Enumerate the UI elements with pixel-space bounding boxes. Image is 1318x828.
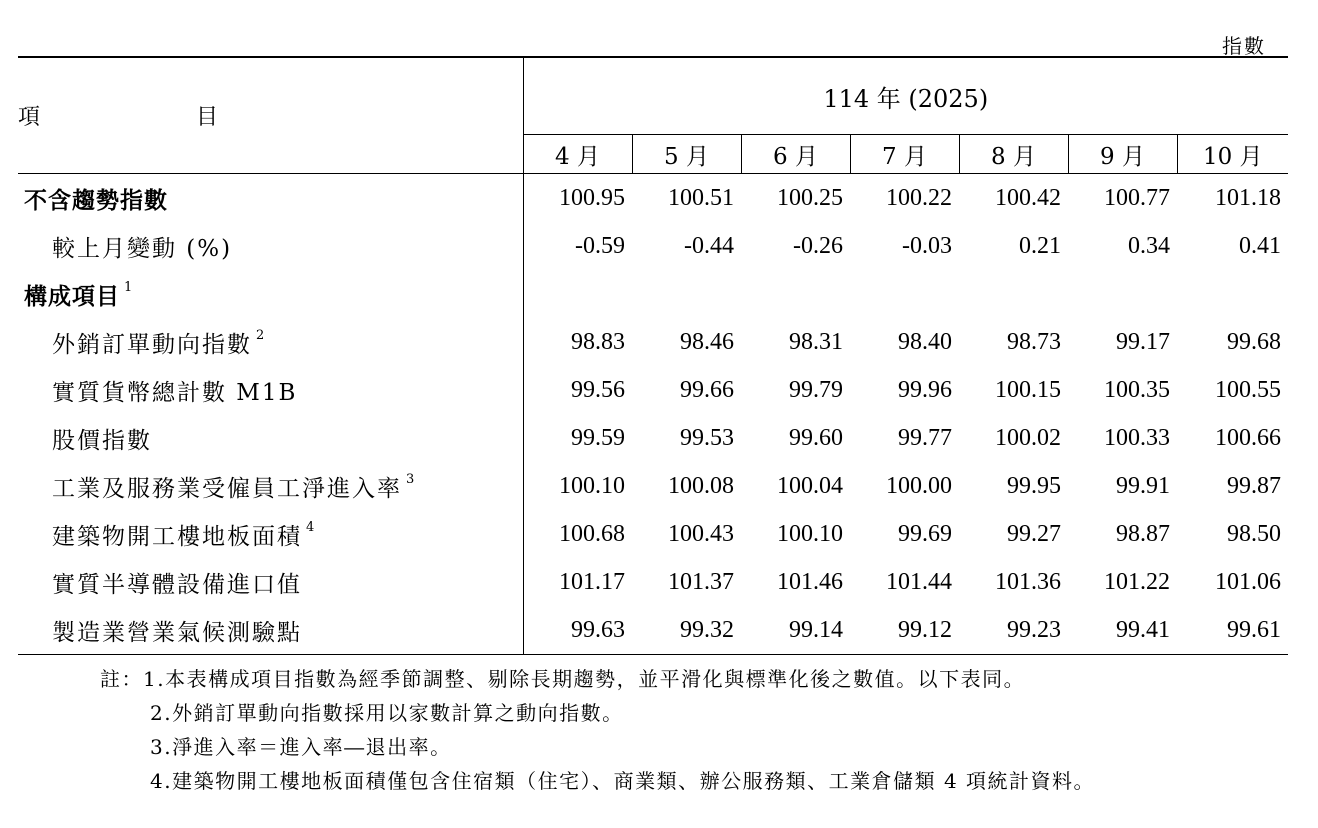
value-cell: 98.31 — [789, 328, 843, 355]
value-cell — [1177, 270, 1288, 318]
item-header-char1: 項 — [18, 105, 41, 130]
table-row — [18, 606, 1288, 655]
value-cell: 99.95 — [1007, 472, 1061, 499]
row-label — [18, 510, 523, 558]
value-cell: 100.35 — [1104, 376, 1170, 403]
month-header: 4 月 — [523, 135, 632, 174]
value-cell: 99.32 — [632, 606, 741, 655]
value-cell: 100.33 — [1104, 424, 1170, 451]
unit-label: 指數 — [1222, 34, 1266, 58]
value-cell — [741, 270, 850, 318]
value-cell: 100.77 — [1104, 184, 1170, 211]
value-cell: 101.46 — [777, 568, 843, 595]
value-cell: 99.23 — [959, 606, 1068, 655]
value-cell: 98.46 — [680, 328, 734, 355]
value-cell: 101.18 — [1215, 184, 1281, 211]
table-row — [18, 222, 1288, 270]
row-label-text: 製造業營業氣候測驗點 — [52, 619, 302, 646]
row-label-text: 股價指數 — [52, 427, 152, 454]
value-cell — [523, 270, 632, 318]
row-label-text: 外銷訂單動向指數 — [52, 331, 252, 358]
row-label — [18, 174, 523, 223]
value-cell: 101.22 — [1104, 568, 1170, 595]
table-row — [18, 174, 1288, 223]
row-label — [18, 462, 523, 510]
value-cell: 99.68 — [1227, 328, 1281, 355]
year-header: 114 年 (2025) — [523, 57, 1288, 135]
value-cell: 98.40 — [898, 328, 952, 355]
value-cell: 98.87 — [1116, 520, 1170, 547]
index-table — [18, 56, 1288, 655]
table-row — [18, 270, 1288, 318]
value-cell: 99.59 — [571, 424, 625, 451]
item-column-header — [18, 57, 523, 174]
value-cell: 99.61 — [1177, 606, 1288, 655]
value-cell — [632, 270, 741, 318]
footnote-marker: 2 — [256, 327, 267, 343]
month-header: 7 月 — [850, 135, 959, 174]
row-label — [18, 606, 523, 655]
row-label-text: 構成項目 — [24, 282, 120, 310]
month-header: 9 月 — [1068, 135, 1177, 174]
value-cell: -0.26 — [793, 232, 843, 259]
value-cell: 101.36 — [995, 568, 1061, 595]
value-cell: 98.50 — [1227, 520, 1281, 547]
value-cell: 99.66 — [680, 376, 734, 403]
table-row — [18, 510, 1288, 558]
value-cell: 99.56 — [571, 376, 625, 403]
footnote-marker: 1 — [124, 279, 134, 295]
value-cell: 101.44 — [886, 568, 952, 595]
value-cell: 99.41 — [1068, 606, 1177, 655]
value-cell: 101.06 — [1215, 568, 1281, 595]
value-cell: 100.10 — [777, 520, 843, 547]
row-label-text: 實質半導體設備進口值 — [52, 571, 302, 598]
row-label-text: 建築物開工樓地板面積 — [52, 523, 302, 550]
value-cell: 100.00 — [886, 472, 952, 499]
month-header: 6 月 — [741, 135, 850, 174]
value-cell: 100.02 — [995, 424, 1061, 451]
value-cell: 99.14 — [741, 606, 850, 655]
row-label-text: 實質貨幣總計數 M1B — [52, 379, 298, 406]
value-cell: 100.43 — [668, 520, 734, 547]
value-cell: 100.25 — [777, 184, 843, 211]
value-cell: 99.91 — [1116, 472, 1170, 499]
value-cell: 100.08 — [668, 472, 734, 499]
footnotes — [100, 662, 1095, 798]
value-cell: -0.59 — [575, 232, 625, 259]
value-cell: 100.66 — [1215, 424, 1281, 451]
footnote-marker: 4 — [306, 519, 317, 535]
value-cell: -0.03 — [902, 232, 952, 259]
table-row — [18, 318, 1288, 366]
item-header-char2: 目 — [196, 105, 219, 130]
row-label — [18, 414, 523, 462]
value-cell: 101.17 — [559, 568, 625, 595]
footnote-line: 註：1.本表構成項目指數為經季節調整、剔除長期趨勢，並平滑化與標準化後之數值。以下表同。 — [100, 667, 1026, 691]
value-cell: 0.34 — [1128, 232, 1170, 259]
value-cell — [959, 270, 1068, 318]
value-cell: 99.79 — [789, 376, 843, 403]
value-cell: 100.51 — [668, 184, 734, 211]
value-cell: 100.15 — [995, 376, 1061, 403]
footnote-line: 2.外銷訂單動向指數採用以家數計算之動向指數。 — [150, 701, 624, 725]
value-cell: 99.96 — [898, 376, 952, 403]
value-cell: 99.53 — [680, 424, 734, 451]
value-cell: 100.04 — [777, 472, 843, 499]
footnote-marker: 3 — [406, 471, 417, 487]
row-label-text: 不含趨勢指數 — [24, 186, 168, 214]
row-label — [18, 366, 523, 414]
value-cell — [850, 270, 959, 318]
value-cell: 99.87 — [1227, 472, 1281, 499]
value-cell: 99.27 — [1007, 520, 1061, 547]
row-label — [18, 318, 523, 366]
row-label-text: 較上月變動 (%) — [52, 235, 233, 262]
row-label — [18, 222, 523, 270]
value-cell: 99.63 — [523, 606, 632, 655]
value-cell: 99.12 — [850, 606, 959, 655]
value-cell: 100.10 — [559, 472, 625, 499]
month-header: 5 月 — [632, 135, 741, 174]
value-cell: 100.22 — [886, 184, 952, 211]
value-cell: 101.37 — [668, 568, 734, 595]
row-label-text: 工業及服務業受僱員工淨進入率 — [52, 475, 402, 502]
value-cell: 100.68 — [559, 520, 625, 547]
footnote-line: 4.建築物開工樓地板面積僅包含住宿類（住宅）、商業類、辦公服務類、工業倉儲類 4 項統計資料。 — [150, 769, 1096, 793]
month-header: 10 月 — [1177, 135, 1288, 174]
value-cell: 0.21 — [1019, 232, 1061, 259]
value-cell: 98.83 — [571, 328, 625, 355]
value-cell: 0.41 — [1239, 232, 1281, 259]
footnote-line: 3.淨進入率＝進入率―退出率。 — [150, 735, 452, 759]
table-row — [18, 414, 1288, 462]
value-cell: 99.17 — [1116, 328, 1170, 355]
value-cell: 99.60 — [789, 424, 843, 451]
table-row — [18, 558, 1288, 606]
value-cell: 98.73 — [1007, 328, 1061, 355]
value-cell: 100.55 — [1215, 376, 1281, 403]
row-label — [18, 558, 523, 606]
row-label — [18, 270, 523, 318]
value-cell — [1068, 270, 1177, 318]
value-cell: 99.77 — [898, 424, 952, 451]
month-header: 8 月 — [959, 135, 1068, 174]
table-row — [18, 462, 1288, 510]
value-cell: -0.44 — [684, 232, 734, 259]
value-cell: 100.42 — [995, 184, 1061, 211]
value-cell: 100.95 — [559, 184, 625, 211]
table-row — [18, 366, 1288, 414]
value-cell: 99.69 — [898, 520, 952, 547]
